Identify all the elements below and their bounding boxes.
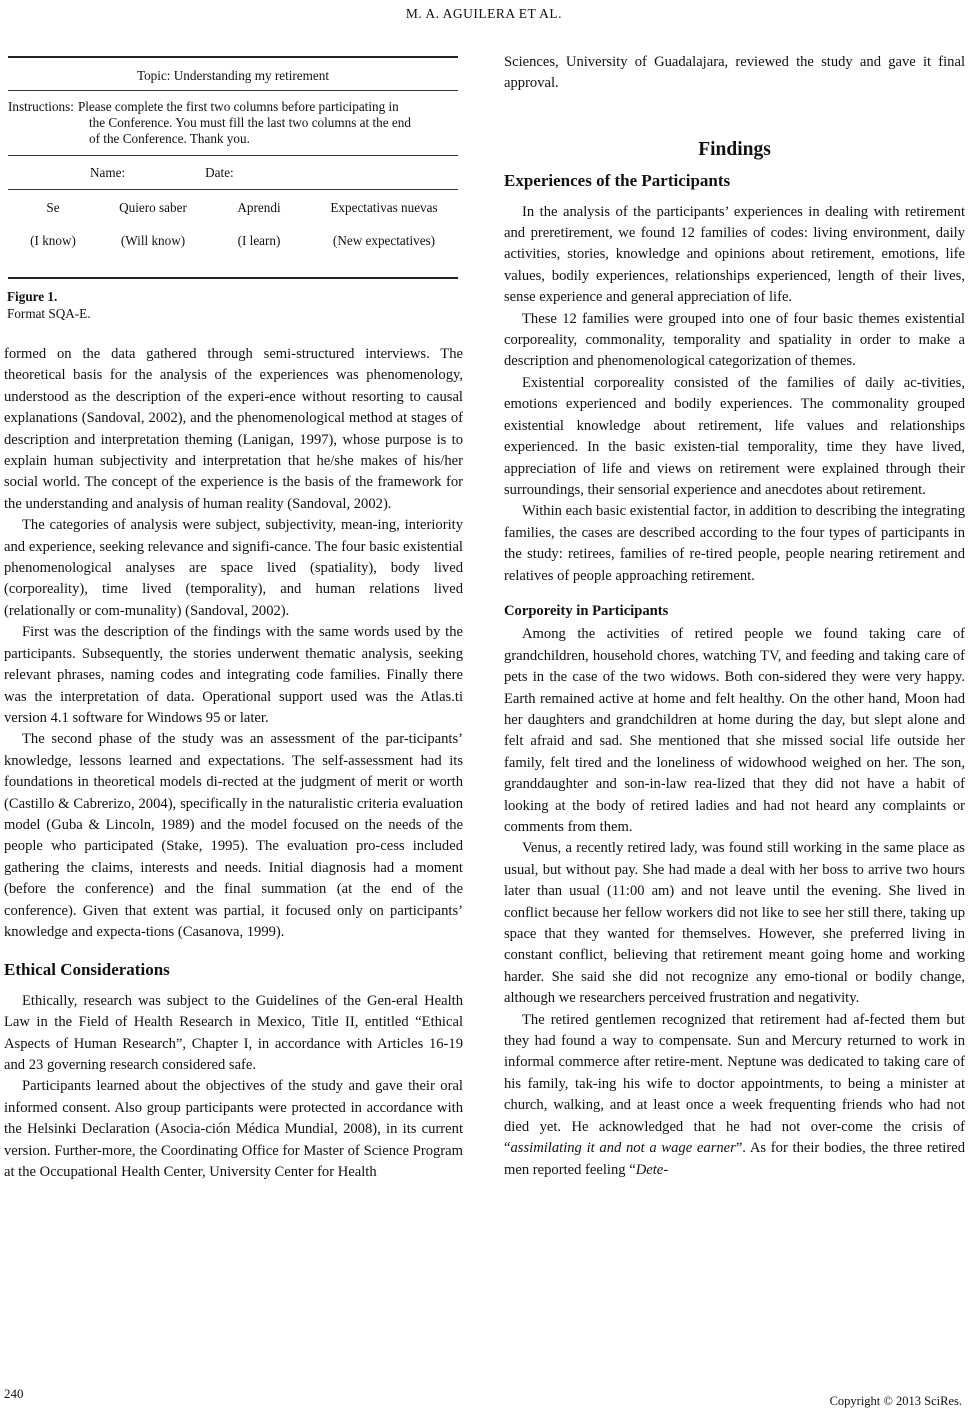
instructions-line: of the Conference. Thank you. [89, 131, 250, 146]
left-column [4, 344, 463, 1183]
right-column [504, 52, 965, 1181]
column-header-es: Expectativas nuevas [330, 200, 438, 215]
instructions-line: the Conference. You must fill the last two columns at the end [89, 115, 411, 130]
column-header-en: (New expectatives) [332, 233, 436, 248]
paragraph: Among the activities of retired people we found taking care of grandchildren, household chores, watching TV, and feeding and taking care of pets in the case of the two widows. Both con-sidered they were very happy. Earth remained active at home and felt healthy. On the other hand, Moon had her daughters and grandchildren at home during the day, but slept alone and felt afraid and sad. She mentioned that she missed social life outside her family, felt tired and the loneliness of widowhood weighed on her. The son, granddaughter and son-in-law rea-lized that they did not have a habit of looking at the body of retired ladies and had not heard any complaints or comments from them. [504, 626, 965, 835]
section-heading-findings: Findings [698, 138, 771, 160]
column-header-en: (I learn) [237, 233, 281, 248]
section-heading-ethics: Ethical Considerations [4, 960, 170, 980]
column-header-es: Se [46, 200, 60, 215]
instructions-line: Please complete the first two columns before participating in [77, 99, 399, 114]
table-bottom-rule [8, 277, 458, 279]
figure-topic: Topic: Understanding my retirement [136, 68, 330, 83]
paragraph: The categories of analysis were subject, subjectivity, mean-ing, interiority and experience, seeking relevance and signifi-cance. The four basic existential phenomenological analyses are space lived (spatiality), body lived (corporeality), time lived (temporality), and human relations lived (relationally or com-munality) (Sandoval, 2002). [4, 517, 463, 619]
copyright-notice: Copyright © 2013 SciRes. [829, 1394, 962, 1408]
figure-instructions [8, 91, 458, 155]
name-date-row [8, 156, 458, 189]
italic-quote: Dete- [635, 1161, 669, 1178]
italic-quote: assimilating it and not a wage earner [510, 1140, 736, 1157]
text-run: The retired gentlemen recognized that retirement had af-fected them but they had found a way to compensate. Sun and Mercury returned to work in informal commerce after retire-ment. Neptune was dedicated to taking care of his family, tak-ing his wife to doctor appointments, to being a minister at church, walking, and at least once a week frequenting friends who had not died yet. He acknowledged that he had not over-come the crisis of “ [504, 1011, 965, 1157]
date-label: Date: [205, 165, 234, 180]
paragraph: Existential corporeality consisted of the families of daily ac-tivities, emotions experienced and bodily experiences. The commonality grouped existential knowledge about retirement, life values and relationships experienced. In the basic existen-tial temporality, time they have lived, appreciation of life and views on retirement were explained through their surroundings, their sensorial experience and anecdotes about retirement. [504, 374, 965, 498]
column-headers [8, 190, 458, 249]
paragraph: Venus, a recently retired lady, was found still working in the same place as usual, but without pay. She had made a deal with her boss to arrive two hours later than usual (11:00 am) and not leave until the evening. She lived in conflict because her fellow workers did not like to see her still there, taking up space that they wanted for themselves. However, she preferred living in constant conflict, believing that retirement meant going home and working harder. She said she did not recognize any emo-tional or bodily change, although we researchers perceived frustration and negativity. [504, 840, 965, 1007]
figure-caption-title: Figure 1. [7, 289, 58, 304]
column-header-es: Quiero saber [119, 200, 187, 215]
column-header-en: (Will know) [120, 233, 186, 248]
paragraph: formed on the data gathered through semi-structured interviews. The theoretical basis for the analysis of the experiences was phenomenology, understood as the description of the experi-ence without resorting to causal explanations (Sandoval, 2002), and the phenomenological method at stages of description and interpretation theming (Lanigan, 1997), whose purpose is to explain human subjectivity and interpretation that he/she makes of his/her social world. The concept of the experience is the basis of the framework for the understanding and analysis of human reality (Sandoval, 2002). [4, 346, 463, 512]
paragraph: Participants learned about the objectives of the study and gave their oral informed consent. Also group participants were protected in accordance with the Helsinki Declaration (Asocia-ción Médica Mundial, 2008), in its current version. Further-more, the Coordinating Office for Master of Science Program at the Occupational Health Center, University Center for Health [4, 1078, 463, 1181]
subsection-heading-corporeity: Corporeity in Participants [504, 602, 669, 619]
paragraph: Sciences, University of Guadalajara, reviewed the study and gave it final approval. [504, 54, 965, 92]
instructions-label: Instructions: [8, 99, 74, 114]
figure-1-table [8, 56, 458, 279]
paragraph [504, 1010, 965, 1181]
column-header-es: Aprendi [237, 200, 281, 215]
page-number: 240 [4, 1386, 24, 1401]
subsection-heading-experiences: Experiences of the Participants [504, 171, 731, 191]
text-run: ”. As for their bodies, the three retired men reported feeling “ [504, 1140, 965, 1178]
paragraph: First was the description of the findings with the same words used by the participants. Subsequently, the stories underwent thematic analysis, seeking relevant phrases, naming codes and integrating code families. Finally there was the interpretation of data. Operational support used was the Atlas.ti version 4.1 software for Windows 95 or later. [4, 624, 463, 726]
name-label: Name: [90, 165, 126, 180]
paragraph: Ethically, research was subject to the Guidelines of the Gen-eral Health Law in the Field of Health Research in Mexico, Title II, entitled “Ethical Aspects of Human Research”, Chapter I, in accordance with Articles 16-19 and 23 governing research considered safe. [4, 992, 463, 1073]
column-header-en: (I know) [30, 233, 76, 248]
figure-caption [7, 288, 91, 322]
paragraph: These 12 families were grouped into one of four basic themes existential corporeality, commonality, temporality and spatiality in order to make a description and phenomenological categorization of themes. [504, 310, 965, 370]
running-header: M. A. AGUILERA ET AL. [405, 6, 563, 21]
paragraph: In the analysis of the participants’ experiences in dealing with retirement and preretirement, we found 12 families of codes: living environment, daily activities, stories, knowledge and opinions about retirement, emotions, life values, bodily experiences, relationships experienced, length of their lives, sense experience and general appreciation of life. [504, 203, 965, 306]
paragraph: Within each basic existential factor, in addition to describing the integrating families, the cases are described according to the four types of participants in the study: retirees, families of re-tired people, people nearing retirement and relatives of people approaching retirement. [504, 503, 965, 584]
paragraph: The second phase of the study was an assessment of the par-ticipants’ knowledge, lessons learned and expectations. The self-assessment had its foundations in theoretical models di-rected at the judgment of merit or worth (Castillo & Cabrerizo, 2004), specifically in the naturalistic criteria evaluation model (Guba & Lincoln, 1989) and the model focused on the needs of the people who participated (Stake, 1995). The evaluation pro-cess included gathering the claims, interests and needs. Initial diagnosis had a moment (before the conference) and the final summation (at the end of the conference). Given that extent was partial, it focused only on participants’ knowledge and expecta-tions (Casanova, 1999). [4, 731, 463, 940]
figure-caption-text: Format SQA-E. [7, 306, 91, 321]
